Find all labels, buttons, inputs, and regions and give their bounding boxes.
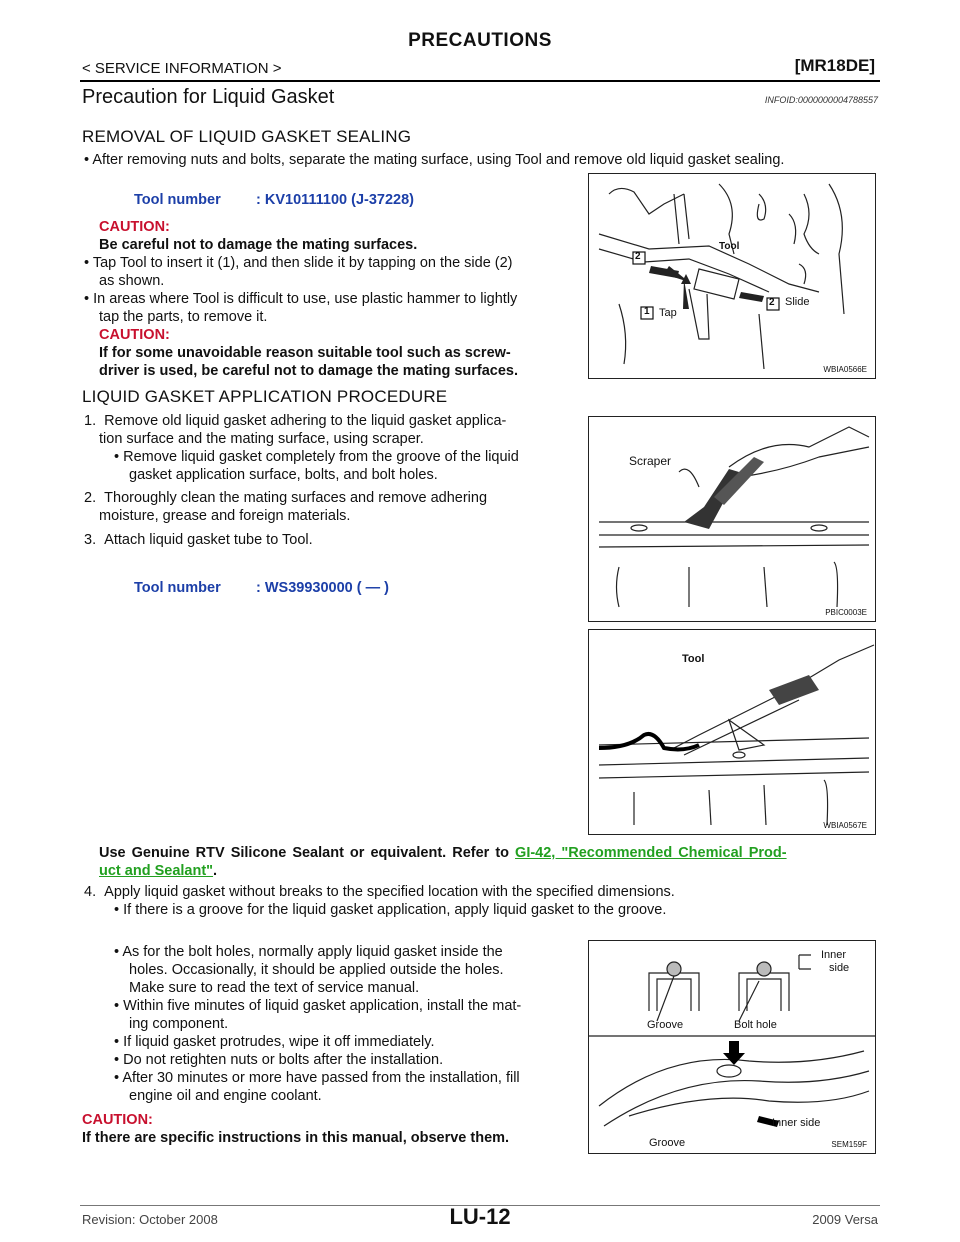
figure4-inner-side-label <box>821 949 849 975</box>
figure1-number-2a: 2 <box>635 251 641 262</box>
caution-text-1: Be careful not to damage the mating surfaces. <box>99 237 418 253</box>
figure4-groove-label: Groove <box>647 1019 684 1031</box>
sealant-reference-link-2[interactable]: uct and Sealant" <box>99 863 214 879</box>
tool-number-label-1: Tool number <box>134 192 221 208</box>
side-label: side <box>829 962 850 974</box>
page-number: LU-12 <box>449 1204 511 1229</box>
figure2-id: PBIC0003E <box>825 608 867 617</box>
removal-bullet-1-text: After removing nuts and bolts, separate the mating surface, using Tool and remove old liquid gasket sealing. <box>92 152 785 168</box>
figure1-number-1: 1 <box>644 306 650 317</box>
sealant-text: Use Genuine RTV Silicone Sealant or equivalent. Refer to <box>99 845 516 861</box>
step-4: 4. Apply liquid gasket without breaks to the specified location with the specified dimensions. <box>84 884 675 900</box>
removal-bullet-2: • Tap Tool to insert it (1), and then slide it by tapping on the side (2) <box>84 255 513 271</box>
scraper-label: Scraper <box>629 454 672 468</box>
thirty-minutes-line1: After 30 minutes or more have passed from the installation, fill <box>122 1070 520 1086</box>
figure1-id: WBIA0566E <box>823 365 867 374</box>
caution-text-2a: If for some unavoidable reason suitable tool such as screw- <box>99 345 511 361</box>
step-1-line1: Remove old liquid gasket adhering to the liquid gasket applica- <box>104 413 507 429</box>
tool-number-value-1: : KV10111100 (J-37228) <box>256 192 415 208</box>
sealant-note-line2 <box>99 862 217 880</box>
figure1-number-2b: 2 <box>769 297 775 308</box>
scraper-illustration <box>589 417 875 621</box>
figure1-slide-label: Slide <box>785 296 810 308</box>
header-divider <box>80 80 880 82</box>
step-1-sub: • Remove liquid gasket completely from the groove of the liquid <box>114 449 519 465</box>
figure4-bolt-hole-label: Bolt hole <box>734 1019 777 1031</box>
caution-text-3: If there are specific instructions in this manual, observe them. <box>82 1130 510 1146</box>
footer-revision: Revision: October 2008 <box>82 1212 218 1227</box>
five-minutes-bullet: • Within five minutes of liquid gasket application, install the mat- <box>114 998 522 1014</box>
bolt-hole-line2: holes. Occasionally, it should be applied outside the holes. <box>129 962 504 978</box>
step-4-sub-text: If there is a groove for the liquid gasket application, apply liquid gasket to the groove. <box>123 902 667 918</box>
five-minutes-line1: Within five minutes of liquid gasket application, install the mat- <box>123 998 522 1014</box>
removal-bullet-3-line2: tap the parts, to remove it. <box>99 309 268 325</box>
figure-tool-insertion <box>588 173 876 379</box>
step-4-sub: • If there is a groove for the liquid gasket application, apply liquid gasket to the groove. <box>114 902 667 918</box>
caution-text-2-line2: driver is used, be careful not to damage the mating surfaces. <box>99 363 519 379</box>
figure-gasket-tool <box>588 629 876 835</box>
sealant-note <box>99 844 877 862</box>
step-4-text: Apply liquid gasket without breaks to the specified location with the specified dimensions. <box>104 884 675 900</box>
thirty-minutes-line2: engine oil and engine coolant. <box>129 1088 322 1104</box>
step-1: 1. Remove old liquid gasket adhering to the liquid gasket applica- <box>84 413 507 429</box>
bolt-hole-line3: Make sure to read the text of service manual. <box>129 980 420 996</box>
gasket-tool-illustration <box>589 630 875 834</box>
figure3-id: WBIA0567E <box>823 821 867 830</box>
sealant-reference-link[interactable]: GI-42, "Recommended Chemical Prod- <box>515 845 787 861</box>
retighten-text: Do not retighten nuts or bolts after the installation. <box>123 1052 444 1068</box>
figure4-inner-side-label-2: Inner side <box>772 1117 821 1129</box>
figure4-id: SEM159F <box>831 1140 867 1149</box>
sealant-end: . <box>213 863 218 879</box>
step-2-line1: Thoroughly clean the mating surfaces and remove adhering <box>104 490 488 506</box>
step-2-line2: moisture, grease and foreign materials. <box>99 508 351 524</box>
caution-label-1: CAUTION: <box>99 219 170 235</box>
protrudes-bullet: • If liquid gasket protrudes, wipe it off immediately. <box>114 1034 435 1050</box>
figure-groove <box>588 940 876 1154</box>
removal-bullet-3-line1: In areas where Tool is difficult to use, use plastic hammer to lightly <box>93 291 518 307</box>
figure-scraper <box>588 416 876 622</box>
caution-label-3: CAUTION: <box>82 1112 153 1128</box>
header-section-label: < SERVICE INFORMATION > <box>82 60 282 77</box>
step-1-sub-line2: gasket application surface, bolts, and bolt holes. <box>129 467 438 483</box>
removal-bullet-2-line1: Tap Tool to insert it (1), and then slide it by tapping on the side (2) <box>92 255 513 271</box>
step-3: 3. Attach liquid gasket tube to Tool. <box>84 532 313 548</box>
figure1-tool-label: Tool <box>719 241 740 252</box>
bolt-hole-bullet: • As for the bolt holes, normally apply liquid gasket inside the <box>114 944 503 960</box>
removal-bullet-1: • After removing nuts and bolts, separate the mating surface, using Tool and remove old liquid gasket sealing. <box>84 152 785 168</box>
header-engine-code: [MR18DE] <box>794 56 875 75</box>
tool-label: Tool <box>682 653 705 665</box>
tool-number-value-2: : WS39930000 ( — ) <box>256 580 389 596</box>
step-2: 2. Thoroughly clean the mating surfaces and remove adhering <box>84 490 488 506</box>
figure4-groove-label-2: Groove <box>649 1137 686 1149</box>
protrudes-text: If liquid gasket protrudes, wipe it off immediately. <box>123 1034 435 1050</box>
info-id: INFOID:0000000004788557 <box>764 95 878 105</box>
figure1-tap-label: Tap <box>659 307 677 319</box>
retighten-bullet: • Do not retighten nuts or bolts after the installation. <box>114 1052 444 1068</box>
caution-text-2-line1 <box>99 344 577 362</box>
application-heading: LIQUID GASKET APPLICATION PROCEDURE <box>82 387 448 406</box>
inner-label: Inner <box>821 949 847 961</box>
thirty-minutes-bullet: • After 30 minutes or more have passed from the installation, fill <box>114 1070 520 1086</box>
step-1-line2: tion surface and the mating surface, using scraper. <box>99 431 424 447</box>
caution-label-2: CAUTION: <box>99 327 170 343</box>
bolt-hole-line1: As for the bolt holes, normally apply liquid gasket inside the <box>122 944 503 960</box>
step-3-text: Attach liquid gasket tube to Tool. <box>104 532 313 548</box>
page-header-title: PRECAUTIONS <box>408 30 552 51</box>
removal-bullet-2-line2: as shown. <box>99 273 165 289</box>
section-title: Precaution for Liquid Gasket <box>82 86 335 108</box>
footer-model: 2009 Versa <box>812 1212 878 1227</box>
tool-insertion-illustration <box>589 174 875 378</box>
five-minutes-line2: ing component. <box>129 1016 229 1032</box>
tool-number-label-2: Tool number <box>134 580 221 596</box>
step-1-sub-line1: Remove liquid gasket completely from the groove of the liquid <box>123 449 519 465</box>
removal-heading: REMOVAL OF LIQUID GASKET SEALING <box>82 127 412 146</box>
removal-bullet-3: • In areas where Tool is difficult to use, use plastic hammer to lightly <box>84 291 518 307</box>
